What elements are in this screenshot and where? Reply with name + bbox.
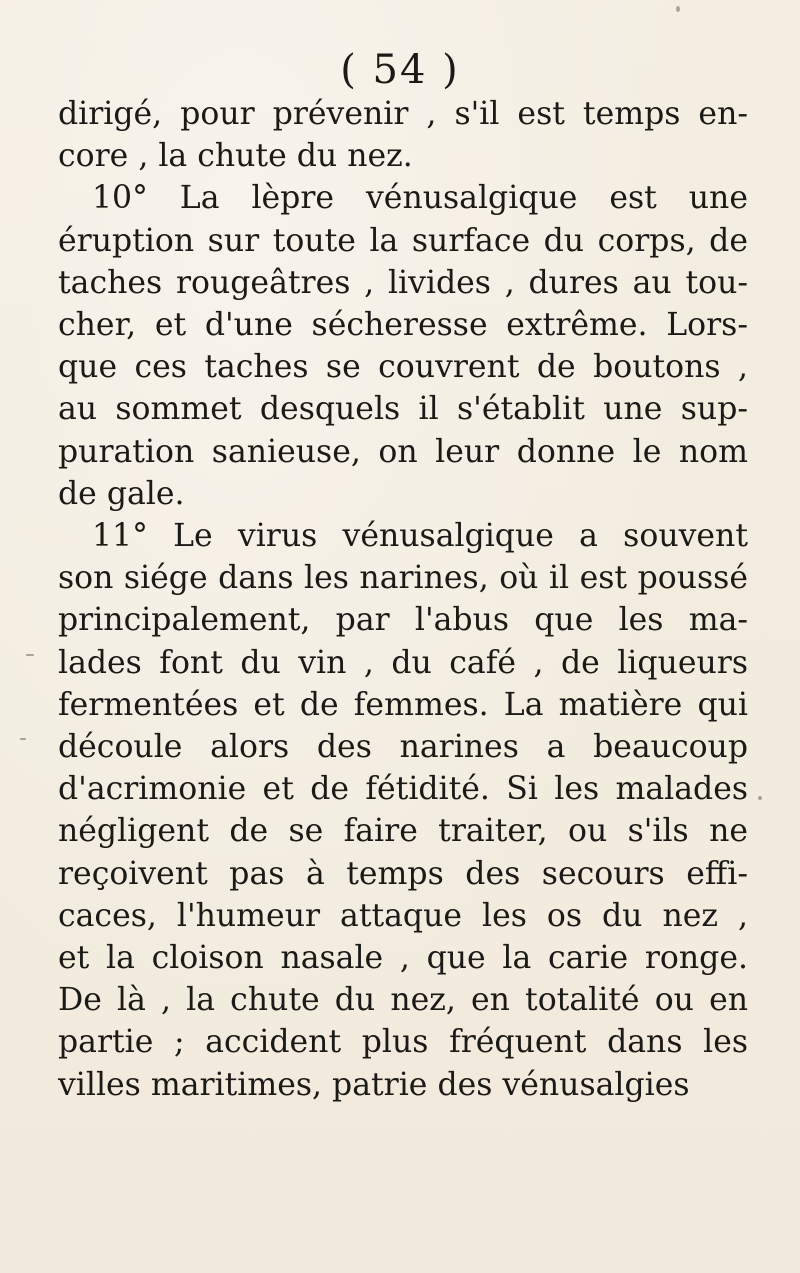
text-line: taches rougeâtres , livides , dures au tou- [58,264,748,301]
text-line: que ces taches se couvrent de boutons , [58,349,748,386]
text-line: 11° Le virus vénusalgique a souvent [92,518,748,555]
text-line: découle alors des narines a beaucoup [58,729,748,766]
text-line: de gale. [58,475,185,512]
text-line: puration sanieuse, on leur donne le nom [58,433,748,470]
paper-speck [20,738,26,740]
text-line: dirigé, pour prévenir , s'il est temps en- [58,96,748,132]
text-line: au sommet desquels il s'établit une sup- [58,391,748,428]
text-line: reçoivent pas à temps des secours effi- [58,855,748,892]
text-line: et la cloison nasale , que la carie ronge. [58,940,748,977]
text-line: cher, et d'une sécheresse extrême. Lors- [58,307,748,344]
text-line: villes maritimes, patrie des vénusalgies [58,1066,690,1103]
text-line: éruption sur toute la surface du corps, de [58,222,748,259]
text-line: d'acrimonie et de fétidité. Si les malades [58,771,748,808]
body-text [58,93,748,1106]
text-line: partie ; accident plus fréquent dans les [58,1024,748,1061]
paper-speck [676,6,680,12]
text-line: négligent de se faire traiter, ou s'ils ne [58,813,748,850]
text-line: caces, l'humeur attaque les os du nez , [58,897,748,934]
page-number: ( 54 ) [340,47,460,93]
paper-speck [26,654,34,656]
text-line: principalement, par l'abus que les ma- [58,602,748,639]
paper-speck [758,796,762,800]
text-line: De là , la chute du nez, en totalité ou en [58,982,748,1019]
text-line: lades font du vin , du café , de liqueurs [58,644,748,681]
text-line: fermentées et de femmes. La matière qui [58,686,748,723]
text-line: son siége dans les narines, où il est poussé [58,560,748,597]
text-line: core , la chute du nez. [58,138,413,175]
text-line: 10° La lèpre vénusalgique est une [92,180,748,217]
